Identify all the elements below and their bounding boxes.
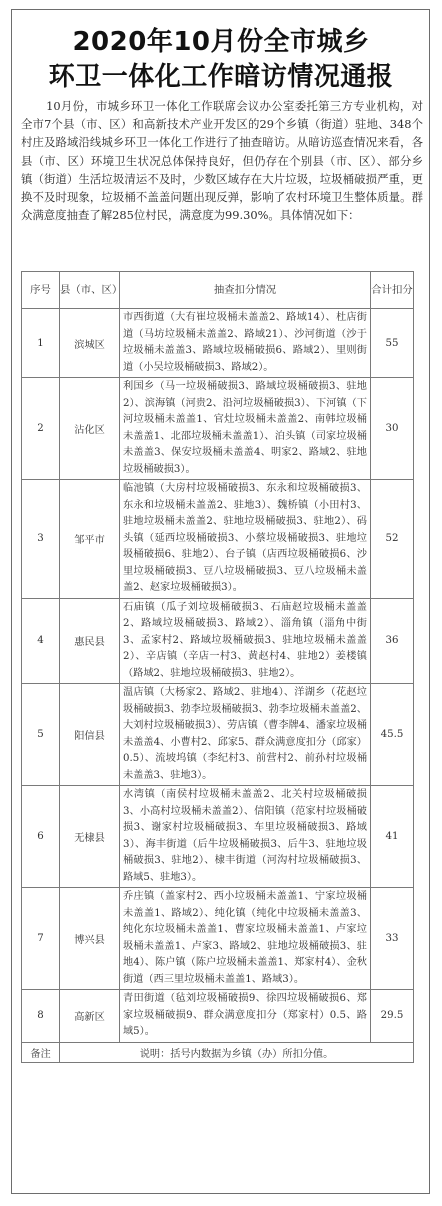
row-total: 55	[371, 309, 414, 378]
table-row	[22, 598, 414, 684]
table-row	[22, 309, 414, 378]
table-row	[22, 480, 414, 599]
row-total: 36	[371, 598, 414, 684]
row-seq: 1	[22, 309, 60, 378]
row-detail: 石庙镇（瓜子刘垃圾桶破损3、石庙赵垃圾桶未盖盖2、路域垃圾桶破损3、路域2）、淄角镇（淄角中街3、孟家村2、路域垃圾桶破损3、驻地垃圾桶未盖盖2）、辛店镇（辛店一村3、黄赵村4、驻地2）姜楼镇（路域2、驻地垃圾桶破损3、驻地2）。	[120, 598, 371, 684]
row-total: 29.5	[371, 990, 414, 1043]
row-county: 博兴县	[60, 888, 120, 990]
table-row	[22, 888, 414, 990]
row-detail: 温店镇（大杨家2、路域2、驻地4）、洋湖乡（花赵垃圾桶破损3、勃李垃圾桶破损3、勃李垃圾桶未盖盖2、大刘村垃圾桶破损3）、劳店镇（曹李牌4、潘家垃圾桶未盖盖4、小曹村2、邱家5、群众满意度扣分（邱家）0.5）、流坡坞镇（李纪村3、前营村2、前孙村垃圾桶未盖盖3、驻地3）。	[120, 684, 371, 786]
intro-paragraph	[21, 97, 423, 224]
note-text: 说明：括号内数据为乡镇（办）所扣分值。	[60, 1042, 414, 1062]
row-county: 无棣县	[60, 786, 120, 888]
header-county: 县（市、区）	[60, 272, 120, 309]
row-seq: 4	[22, 598, 60, 684]
intro-text: 10月份，市城乡环卫一体化工作联席会议办公室委托第三方专业机构，对全市7个县（市、区）和高新技术产业开发区的29个乡镇（街道）驻地、348个村庄及路域沿线城乡环卫一体化工作进行了抽查暗访。从暗访巡查情况来看，各县（市、区）环境卫生状况总体保持良好，但仍存在个别县（市、区）、部分乡镇（街道）生活垃圾清运不及时，少数区域存在大片垃圾，垃圾桶破损严重，更换不及时现象，垃圾桶不盖盖问题出现反弹，影响了农村环境卫生整体质量。群众满意度抽查了解285位村民，满意度为99.30%。具体情况如下：	[21, 99, 423, 223]
row-county: 惠民县	[60, 598, 120, 684]
table-header-row	[22, 272, 414, 309]
table-row	[22, 990, 414, 1043]
deduction-table	[21, 271, 414, 1063]
row-seq: 8	[22, 990, 60, 1043]
row-detail: 市西街道（大有崔垃圾桶未盖盖2、路域14）、杜店街道（马坊垃圾桶未盖盖2、路域21）、沙河街道（沙于垃圾桶未盖盖3、路域垃圾桶破损6、路域2）、里则街道（小吴垃圾桶破损3、路域2）。	[120, 309, 371, 378]
row-county: 滨城区	[60, 309, 120, 378]
row-total: 41	[371, 786, 414, 888]
note-row	[22, 1042, 414, 1062]
header-detail: 抽查扣分情况	[120, 272, 371, 309]
header-total: 合计扣分	[371, 272, 414, 309]
row-total: 45.5	[371, 684, 414, 786]
row-total: 33	[371, 888, 414, 990]
row-county: 高新区	[60, 990, 120, 1043]
row-seq: 2	[22, 378, 60, 480]
row-detail: 青田街道（毡刘垃圾桶破损9、徐四垃圾桶破损6、郑家垃圾桶破损9、群众满意度扣分（郑家村）0.5、路域5）。	[120, 990, 371, 1043]
note-label: 备注	[22, 1042, 60, 1062]
row-total: 30	[371, 378, 414, 480]
row-seq: 3	[22, 480, 60, 599]
row-detail: 乔庄镇（盖家村2、西小垃圾桶未盖盖1、宁家垃圾桶未盖盖1、路域2）、纯化镇（纯化中垃圾桶未盖盖3、纯化东垃圾桶未盖盖1、曹家垃圾桶未盖盖1、卢家垃圾桶未盖盖1、卢家3、路域2、驻地垃圾桶破损3、驻地4）、陈户镇（陈户垃圾桶未盖盖1、郑家村4）、金秋街道（西三里垃圾桶未盖盖1、路域3）。	[120, 888, 371, 990]
row-total: 52	[371, 480, 414, 599]
row-detail: 临池镇（大房村垃圾桶破损3、东永和垃圾桶破损3、东永和垃圾桶未盖盖2、驻地3）、魏桥镇（小田村3、驻地垃圾桶未盖盖2、驻地垃圾桶破损3、驻地2）、码头镇（延西垃圾桶破损3、小蔡垃圾桶破损3、驻地垃圾桶破损6、驻地2）、台子镇（店西垃圾桶破损6、沙里垃圾桶破损3、豆八垃圾桶破损3、豆八垃圾桶未盖盖2、赵家垃圾桶破损3）。	[120, 480, 371, 599]
row-seq: 7	[22, 888, 60, 990]
bulletin-title	[0, 25, 442, 95]
row-seq: 6	[22, 786, 60, 888]
title-line-2: 环卫一体化工作暗访情况通报	[48, 62, 394, 92]
row-detail: 利国乡（马一垃圾桶破损3、路域垃圾桶破损3、驻地2）、滨海镇（河贵2、沿河垃圾桶破损3）、下河镇（下河垃圾桶未盖盖1、官灶垃圾桶未盖盖2、南韩垃圾桶未盖盖1、北邵垃圾桶未盖盖1）、泊头镇（司家垃圾桶未盖盖3、保安垃圾桶未盖盖4、明家2、路域2、驻地垃圾桶破损3）。	[120, 378, 371, 480]
row-county: 邹平市	[60, 480, 120, 599]
header-seq: 序号	[22, 272, 60, 309]
row-county: 沾化区	[60, 378, 120, 480]
title-line-1: 2020年10月份全市城乡	[72, 27, 370, 57]
row-detail: 水湾镇（南侯村垃圾桶未盖盖2、北关村垃圾桶破损3、小高村垃圾桶未盖盖2）、信阳镇（范家村垃圾桶破损3、谢家村垃圾桶破损3、车里垃圾桶破损3、路域3）、海丰街道（后牛垃圾桶破损3、后牛3、驻地垃圾桶破损3、驻地2）、棣丰街道（河沟村垃圾桶破损3、路域5、驻地3）。	[120, 786, 371, 888]
row-county: 阳信县	[60, 684, 120, 786]
row-seq: 5	[22, 684, 60, 786]
table-row	[22, 378, 414, 480]
table-row	[22, 684, 414, 786]
table-row	[22, 786, 414, 888]
